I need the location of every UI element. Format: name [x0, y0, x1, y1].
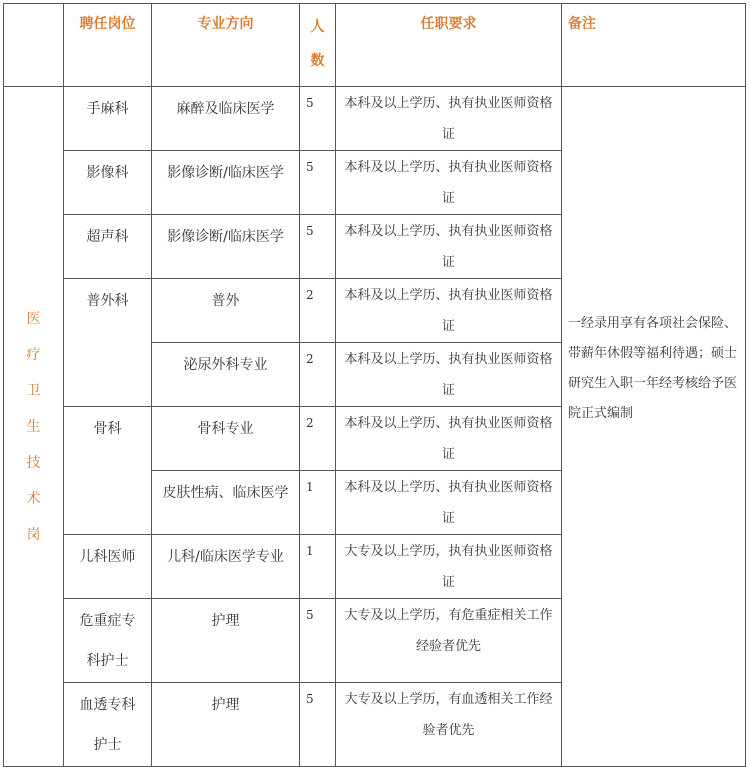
note-text: 一经录用享有各项社会保险、带薪年休假等福利待遇；硕士研究生入职一年经考核给予医院正式编制: [568, 316, 738, 421]
category-cell: [4, 87, 64, 767]
count-cell: 5: [300, 683, 336, 767]
count-cell: 2: [300, 343, 336, 407]
count-cell: 5: [300, 151, 336, 215]
category-char: 卫: [26, 382, 41, 399]
count-cell: 2: [300, 279, 336, 343]
major-cell: 影像诊断/临床医学: [152, 151, 300, 215]
header-blank: [4, 4, 64, 87]
count-cell: 5: [300, 215, 336, 279]
note-cell: [562, 87, 746, 767]
category-char: 术: [26, 490, 41, 507]
major-cell: 普外: [152, 279, 300, 343]
count-cell: 5: [300, 87, 336, 151]
header-position: 聘任岗位: [64, 4, 152, 87]
major-cell: 护理: [152, 599, 300, 683]
category-char: 医: [26, 310, 41, 327]
header-count-text: 人数: [310, 19, 325, 69]
count-cell: 5: [300, 599, 336, 683]
header-notes: 备注: [562, 4, 746, 87]
requirement-cell: 大专及以上学历，有危重症相关工作经验者优先: [336, 599, 562, 683]
header-row: [4, 4, 746, 87]
dept-cell: 骨科: [64, 407, 152, 535]
major-cell: 影像诊断/临床医学: [152, 215, 300, 279]
header-major: 专业方向: [152, 4, 300, 87]
dept-cell: 超声科: [64, 215, 152, 279]
count-cell: 1: [300, 535, 336, 599]
category-char: 技: [26, 454, 41, 471]
requirement-cell: 大专及以上学历，执有执业医师资格证: [336, 535, 562, 599]
dept-cell: 手麻科: [64, 87, 152, 151]
category-char: 疗: [26, 346, 41, 363]
major-cell: 护理: [152, 683, 300, 767]
major-cell: 泌尿外科专业: [152, 343, 300, 407]
table-row: [4, 87, 746, 151]
dept-cell: 血透专科护士: [64, 683, 152, 767]
major-cell: 骨科专业: [152, 407, 300, 471]
count-cell: 2: [300, 407, 336, 471]
category-char: 生: [26, 418, 41, 435]
recruitment-table: [3, 3, 746, 767]
dept-cell: 危重症专科护士: [64, 599, 152, 683]
dept-cell: 儿科医师: [64, 535, 152, 599]
requirement-cell: 本科及以上学历、执有执业医师资格证: [336, 471, 562, 535]
requirement-cell: 本科及以上学历、执有执业医师资格证: [336, 407, 562, 471]
major-cell: 皮肤性病、临床医学: [152, 471, 300, 535]
requirement-cell: 本科及以上学历、执有执业医师资格证: [336, 215, 562, 279]
requirement-cell: 本科及以上学历、执有执业医师资格证: [336, 151, 562, 215]
dept-cell: 普外科: [64, 279, 152, 407]
requirement-cell: 本科及以上学历、执有执业医师资格证: [336, 279, 562, 343]
major-cell: 儿科/临床医学专业: [152, 535, 300, 599]
dept-cell: 影像科: [64, 151, 152, 215]
requirement-cell: 本科及以上学历、执有执业医师资格证: [336, 87, 562, 151]
requirement-cell: 大专及以上学历，有血透相关工作经验者优先: [336, 683, 562, 767]
header-requirements: 任职要求: [336, 4, 562, 87]
major-cell: 麻醉及临床医学: [152, 87, 300, 151]
category-char: 岗: [26, 526, 41, 543]
header-count: [300, 4, 336, 87]
count-cell: 1: [300, 471, 336, 535]
requirement-cell: 本科及以上学历、执有执业医师资格证: [336, 343, 562, 407]
